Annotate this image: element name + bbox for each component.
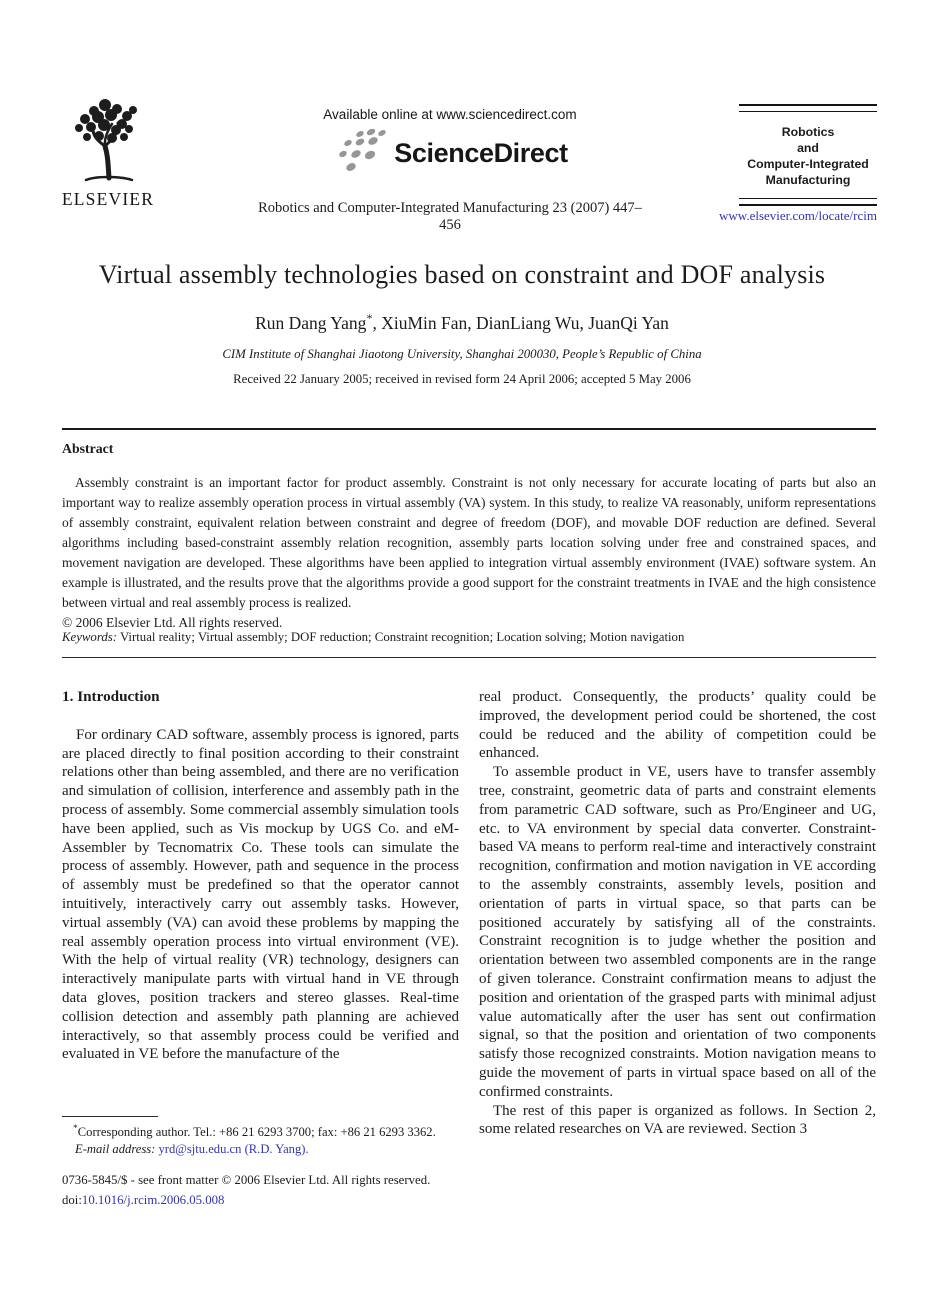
authors-line xyxy=(55,311,869,334)
intro-paragraph-3: The rest of this paper is organized as follows. In Section 2, some related researches on VA are reviewed. Section 3 xyxy=(479,1102,876,1138)
doi-link[interactable]: 10.1016/j.rcim.2006.05.008 xyxy=(81,1192,225,1207)
footnote-asterisk: * xyxy=(73,1124,78,1134)
sciencedirect-wordmark[interactable]: ScienceDirect xyxy=(394,138,568,168)
elsevier-tree-icon xyxy=(64,169,152,186)
body-column-left xyxy=(62,688,459,1064)
corresponding-author-text: Corresponding author. Tel.: +86 21 6293 3700; fax: +86 21 6293 3362. xyxy=(77,1125,436,1140)
available-online-text[interactable]: Available online at www.sciencedirect.com xyxy=(323,107,577,122)
journal-name-line: Computer-Integrated xyxy=(747,157,869,171)
abstract-text: Assembly constraint is an important factor for product assembly. Constraint is not only necessary for accurate locating of parts but also an important way to realize assembly operation process in virtual assembly (VA) system. In this study, to realize VA reasonably, uniform representations of assembly constraint, equivalent relation between constraint and degree of freedom (DOF), and movable DOF reduction are defined. Several algorithms including based-constraint assembly relation recognition, assembly parts location solving under free and constrained spaces, and movement navigation are developed. These algorithms have been applied to integration virtual assembly environment (IVAE) software system. An example is illustrated, and the results prove that the algorithms provide a good support for the constraint treatments in IVAE and the high consistence between virtual and real assembly process is realized. xyxy=(62,475,876,610)
keywords-text: Virtual reality; Virtual assembly; DOF reduction; Constraint recognition; Location solving; Motion navigation xyxy=(116,630,685,644)
journal-name-line: and xyxy=(797,141,819,155)
abstract-heading: Abstract xyxy=(62,441,114,456)
authors-rest: , XiuMin Fan, DianLiang Wu, JuanQi Yan xyxy=(372,312,669,333)
footnote-rule xyxy=(62,1116,158,1117)
abstract-top-rule xyxy=(62,428,876,430)
journal-name-line: Manufacturing xyxy=(765,173,851,187)
email-link[interactable]: yrd@sjtu.edu.cn (R.D. Yang). xyxy=(158,1142,309,1157)
footnote-block xyxy=(62,1116,462,1158)
section-1-heading: 1. Introduction xyxy=(62,688,160,705)
intro-paragraph-continuation: real product. Consequently, the products’ quality could be improved, the development period could be shortened, the cost could be reduced and the ability of competition could be enhanced. xyxy=(479,689,876,762)
intro-paragraph-left: For ordinary CAD software, assembly process is ignored, parts are placed directly to final position according to their constraint relations other than being assembled, and there are no verification and simulation of collision, interference and assembly path in the process of assembly. Some commercial assembly simulation tools have been applied, such as Vis mockup by UGS Co. and eM-Assembler by Tecnomatrix Co. These tools can simulate the process of assembly. However, path and sequence in the process of assembly must be predefined so that the operator cannot intuitively, interactively carry out assembly tasks. However, virtual assembly (VA) can avoid these problems by mapping the real assembly operation process into virtual environment (VE). With the help of virtual reality (VR) technology, designers can interactively manipulate parts with virtual hand in VE through data gloves, position trackers and stereo glasses. Real-time collision detection and assembly path planning are achieved interactively, so that assembly process could be verified and evaluated in VE before the manufacture of the xyxy=(62,726,459,1063)
sciencedirect-dots-icon xyxy=(332,129,388,178)
intro-paragraph-2: To assemble product in VE, users have to transfer assembly tree, constraint, geometric data of parts and constraint elements from parametric CAD software, such as Pro/Engineer and UG, etc. to VA environment by special data converter. Constraint-based VA means to perform real-time and interactively constraint recognition, confirmation and motion navigation in VE according to the assembly constraints, assembly levels, position and orientation of parts in virtual space, so that parts can be positioned accurately by satisfying all of the constraints. Constraint recognition is to judge whether the position and orientation between two assembled components are in the range of given tolerance. Constraint confirmation means to adjust the position and orientation of the grasped parts with minimal adjust value automatically after the user has sent out confirmation signal, so that the position and orientation of two components satisfy those recognized constraints. Motion navigation means to guide the movement of parts in virtual space based on all of the confirmed constraints. xyxy=(479,764,876,1100)
elsevier-locate-link[interactable]: www.elsevier.com/locate/rcim xyxy=(719,208,877,223)
corresponding-author-asterisk: * xyxy=(366,311,373,325)
double-rule-bottom xyxy=(739,198,877,206)
received-dates: Received 22 January 2005; received in revised form 24 April 2006; accepted 5 May 2006 xyxy=(233,372,691,386)
elsevier-wordmark: ELSEVIER xyxy=(61,189,155,209)
abstract-body xyxy=(62,473,876,633)
sciencedirect-logo xyxy=(248,129,652,178)
keywords-line xyxy=(62,630,876,645)
journal-name-line: Robotics xyxy=(781,125,835,139)
double-rule-top xyxy=(739,104,877,112)
email-label: E-mail address: xyxy=(75,1142,159,1157)
journal-name-box xyxy=(739,104,877,206)
keywords-bottom-rule xyxy=(62,657,876,658)
abstract-copyright: © 2006 Elsevier Ltd. All rights reserved. xyxy=(62,615,283,630)
elsevier-logo-block xyxy=(58,96,158,210)
body-column-right xyxy=(479,688,876,1139)
affiliation: CIM Institute of Shanghai Jiaotong University, Shanghai 200030, People’s Republic of China xyxy=(222,347,702,361)
journal-citation: Robotics and Computer-Integrated Manufacturing 23 (2007) 447–456 xyxy=(258,200,642,233)
imprint-block xyxy=(62,1171,462,1210)
journal-name xyxy=(739,112,877,198)
header-center xyxy=(248,107,652,234)
author-lead: Run Dang Yang xyxy=(255,312,367,333)
doi-label: doi: xyxy=(62,1192,82,1207)
issn-copyright-line: 0736-5845/$ - see front matter © 2006 Elsevier Ltd. All rights reserved. xyxy=(62,1173,431,1187)
email-note xyxy=(62,1141,462,1158)
keywords-label: Keywords: xyxy=(62,630,117,644)
corresponding-author-note xyxy=(62,1121,462,1141)
paper-title: Virtual assembly technologies based on constraint and DOF analysis xyxy=(98,260,826,289)
doi-line xyxy=(62,1191,462,1211)
